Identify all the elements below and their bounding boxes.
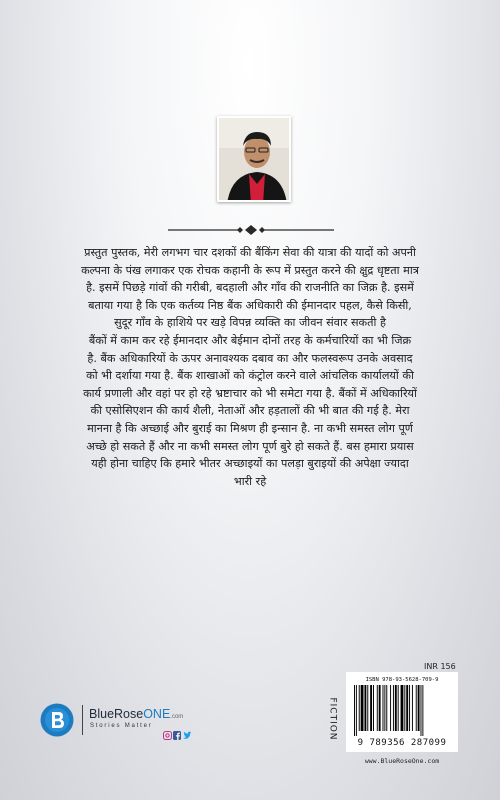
blurb-line: को भी दर्शाया गया है. बैंक शाखाओं को कंट्रोल करने वाले आंचलिक कार्यालयों की	[86, 369, 414, 383]
author-photo	[217, 116, 291, 202]
genre-label: FICTION	[328, 697, 338, 741]
barcode-digits: 9 789356 287099	[357, 738, 447, 748]
blurb-line: प्रस्तुत पुस्तक, मेरी लगभग चार दशकों की बैंकिंग सेवा की यात्रा की यादों को अपनी	[84, 246, 416, 259]
barcode-bar	[393, 685, 394, 731]
barcode-bar	[364, 685, 366, 731]
barcode-bar	[422, 685, 423, 736]
barcode-bar	[377, 685, 378, 731]
barcode-panel	[346, 672, 458, 752]
facebook-icon	[173, 731, 181, 740]
blurb-line: है. बैंक अधिकारियों के ऊपर अनावश्यक दबाव का और फलस्वरूप उनके अवसाद	[87, 351, 413, 365]
author-portrait-icon	[219, 118, 291, 202]
barcode-bar	[409, 685, 410, 731]
barcode-bar	[406, 685, 408, 731]
bluerose-logo	[40, 703, 74, 737]
barcode-bar	[383, 685, 384, 731]
blurb-line: कल्पना के पंख लगाकर एक रोचक कहानी के रूप में प्रस्तुत करने की क्षुद्र धृष्टता मात्र	[81, 263, 419, 277]
blurb-line: है. इसमें पिछड़े गांवों की गरीबी, बदहाली और गाँव की राजनीति का जिक्र है. इसमें	[86, 281, 414, 295]
barcode-bar	[390, 685, 391, 731]
blurb-line: सुदूर गाँव के हाशिये पर खड़े विपन्न व्यक्ति का जीवन संवार सकती है	[114, 316, 386, 330]
twitter-icon	[183, 732, 191, 739]
barcode-bar	[404, 685, 405, 731]
barcode-bar	[361, 685, 364, 731]
blurb-line: की एसोसिएशन की कार्य शैली, नेताओं और हड़तालों की भी बात की गई है. मेरा	[90, 404, 410, 418]
barcode-bar	[379, 685, 381, 731]
logo-divider	[82, 705, 83, 735]
barcode-bar	[354, 685, 355, 736]
barcode-bar	[416, 685, 417, 731]
blurb-line: यही होना चाहिए कि हमारे भीतर अच्छाइयों का पलड़ा बुराइयों की अपेक्षा ज्यादा	[91, 457, 409, 471]
barcode-bar	[412, 685, 413, 731]
instagram-icon	[164, 732, 172, 740]
publisher-name	[89, 707, 183, 721]
barcode-bar	[373, 685, 374, 731]
barcode-bar	[367, 685, 368, 731]
blurb-line: मानना है कि अच्छाई और बुराई का मिश्रण ही इन्सान है. ना कभी समस्त लोग पूर्ण	[87, 421, 413, 435]
barcode-bar	[386, 685, 387, 731]
blurb-line: बताया गया है कि एक कर्तव्य निष्ठ बैंक अधिकारी की ईमानदार पहल, कैसे किसी,	[88, 298, 412, 312]
publisher-name-main: BlueRose	[89, 707, 144, 721]
barcode-bar	[418, 685, 420, 731]
blurb-line: भारी रहे	[233, 474, 267, 488]
barcode-bar	[421, 685, 422, 736]
genre-label-container	[326, 692, 340, 746]
publisher-name-suffix: .com	[170, 714, 184, 720]
blurb-line: बैंकों में काम कर रहे ईमानदार और बेईमान दोनों तरह के कर्मचारियों का भी जिक्र	[88, 333, 412, 347]
publisher-name-accent: ONE	[143, 707, 171, 721]
blurb-line: अच्छे हो सकते हैं और ना कभी समस्त लोग पूर्ण बुरे हो सकते हैं. बस हमारा प्रयास	[86, 439, 414, 453]
barcode-bar	[370, 685, 372, 731]
ornament-divider	[168, 224, 334, 236]
barcode-bar	[395, 685, 397, 731]
barcode-bar	[359, 685, 360, 731]
barcode-bar	[398, 685, 399, 731]
barcode-bar	[356, 685, 357, 736]
barcode-bar	[384, 685, 385, 731]
price-label: INR 156	[424, 662, 456, 671]
publisher-tagline: Stories Matter	[90, 723, 153, 729]
barcode-icon	[352, 685, 452, 736]
back-cover-blurb	[66, 244, 434, 490]
isbn-text: ISBN 978-93-5628-709-9	[365, 677, 439, 683]
publisher-website: www.BlueRoseOne.com	[364, 757, 440, 765]
blurb-line: कार्य प्रणाली और वहां पर हो रहे भ्रष्टाचार को भी समेटा गया है. बैंकों में अधिकारियों	[83, 386, 417, 400]
social-icons	[163, 731, 191, 740]
barcode-bar	[401, 685, 404, 731]
